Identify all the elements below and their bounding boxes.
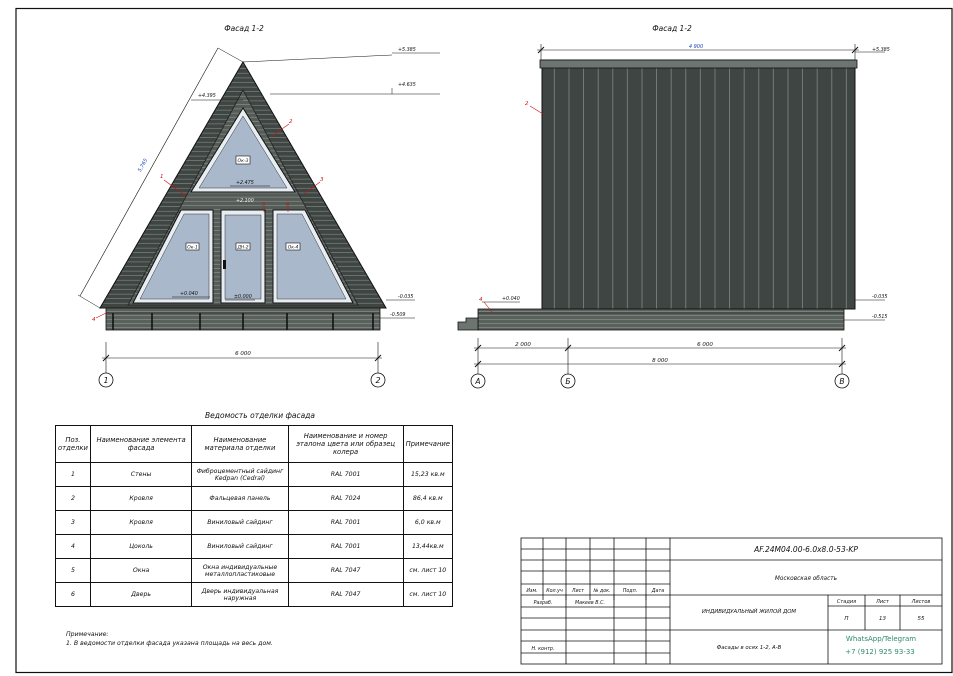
contact-line-2: +7 (912) 925 93-33 <box>845 648 915 656</box>
role-control: Н. контр. <box>531 647 555 652</box>
axis-v: В <box>839 377 845 386</box>
table-cell: см. лист 10 <box>403 583 452 607</box>
callout-6: 6 <box>286 202 290 208</box>
window-ok-1-tag: Ок-1 <box>187 245 198 251</box>
col-sign: Подп. <box>622 589 638 594</box>
table-cell: Кровля <box>90 511 191 535</box>
axis-a: А <box>475 377 481 386</box>
table-cell: 13,44кв.м <box>403 535 452 559</box>
table-cell: Фиброцементный сайдинг Kedpan (Cedral) <box>192 463 288 487</box>
table-cell: Кровля <box>90 487 191 511</box>
table-cell: см. лист 10 <box>403 559 452 583</box>
table-cell: RAL 7047 <box>288 559 403 583</box>
table-row <box>56 535 453 559</box>
plinth-right <box>478 309 844 330</box>
col-date: Дата <box>651 589 665 594</box>
col-list: Лист <box>571 589 585 594</box>
elev-base-right: -0.515 <box>872 315 888 320</box>
table-row <box>56 583 453 607</box>
callout-right-4: 4 <box>479 297 483 303</box>
note-label: Примечание: <box>66 631 109 638</box>
table-cell: 5 <box>56 559 91 583</box>
table-cell: Окна индивидуальные металлопластиковые <box>192 559 288 583</box>
finish-table <box>55 425 453 607</box>
width-dimension: 6 000 <box>235 351 251 357</box>
facade-left <box>78 24 440 387</box>
callout-right-2: 2 <box>525 101 529 107</box>
title-block <box>521 538 942 664</box>
slope-dimension: 5,765 <box>137 157 150 174</box>
elev-ridge-in: +4.395 <box>198 94 216 99</box>
elev-floor-win: +0.040 <box>180 292 198 297</box>
stage-value: П <box>844 616 849 622</box>
table-cell: 86,4 кв.м <box>403 487 452 511</box>
region: Московская область <box>774 576 838 582</box>
table-cell: Окна <box>90 559 191 583</box>
elev-tri-sill: +2.475 <box>236 181 254 186</box>
project-code: AF.24M04.00-6.0x8.0-53-KP <box>754 545 858 554</box>
dev-name: Макеев В.С. <box>575 601 605 606</box>
role-dev: Разраб. <box>533 601 553 606</box>
table-cell: RAL 7001 <box>288 535 403 559</box>
dim-b: 6 000 <box>697 342 713 348</box>
table-row <box>56 511 453 535</box>
table-cell: Виниловый сайдинг <box>192 511 288 535</box>
table-cell: 3 <box>56 511 91 535</box>
callout-3: 3 <box>320 177 324 183</box>
window-ok-3-tag: Ок-3 <box>237 159 249 164</box>
elev-top-right: +5.385 <box>872 48 890 53</box>
col-koluch: Кол.уч <box>546 589 563 594</box>
dimension-left <box>102 342 382 374</box>
callout-1: 1 <box>160 174 164 180</box>
elev-door-head: +2.100 <box>236 199 254 204</box>
table-cell: RAL 7001 <box>288 511 403 535</box>
dim-a: 2 000 <box>515 342 531 348</box>
col-pos: Поз. отделки <box>56 426 91 463</box>
stage-label: Стадия <box>836 599 857 605</box>
table-cell: RAL 7024 <box>288 487 403 511</box>
door-dn-2-tag: ДН-2 <box>237 245 249 251</box>
door-handle <box>223 260 226 269</box>
axis-2: 2 <box>375 376 381 385</box>
sheets-value: 55 <box>917 616 925 622</box>
ridge-cap <box>540 60 857 68</box>
door-dn-2-glass <box>225 215 261 299</box>
elev-ground-right: -0.035 <box>872 295 888 300</box>
roof-side <box>542 60 855 309</box>
col-izm: Изм. <box>526 589 538 594</box>
table-cell: RAL 7001 <box>288 463 403 487</box>
top-dimension: 4 900 <box>688 44 704 50</box>
table-cell: Виниловый сайдинг <box>192 535 288 559</box>
table-cell: Дверь индивидуальная наружная <box>192 583 288 607</box>
elev-step: +0.040 <box>502 297 520 302</box>
sheet-name: Фасады в осях 1-2, А-В <box>716 645 782 651</box>
elev-top: +5.385 <box>398 48 416 53</box>
entry-step <box>458 318 478 330</box>
table-cell: 1 <box>56 463 91 487</box>
table-row <box>56 487 453 511</box>
col-material: Наименование материала отделки <box>192 426 288 463</box>
table-cell: 6,0 кв.м <box>403 511 452 535</box>
note-line-1: 1. В ведомости отделки фасада указана площадь на весь дом. <box>66 640 273 647</box>
col-element: Наименование элемента фасада <box>90 426 191 463</box>
sheet-label: Лист <box>876 599 889 605</box>
table-cell: 15,23 кв.м <box>403 463 452 487</box>
elev-floor: ±0.000 <box>234 295 252 300</box>
callout-4: 4 <box>92 317 96 323</box>
table-cell: Цоколь <box>90 535 191 559</box>
table-cell: 4 <box>56 535 91 559</box>
facade-left-title: Фасад 1-2 <box>224 24 264 33</box>
callout-5: 5 <box>262 202 266 208</box>
table-cell: RAL 7047 <box>288 583 403 607</box>
table-row <box>56 463 453 487</box>
finish-table-title: Ведомость отделки фасада <box>205 411 315 420</box>
dim-total: 8 000 <box>652 358 668 364</box>
col-color: Наименование и номер эталона цвета или образец колера <box>288 426 403 463</box>
col-doc: № док. <box>593 589 611 594</box>
table-cell: Дверь <box>90 583 191 607</box>
table-cell: 6 <box>56 583 91 607</box>
sheets-label: Листов <box>911 599 931 605</box>
facade-right <box>458 24 890 388</box>
sheet-value: 13 <box>879 616 886 622</box>
table-cell: Стены <box>90 463 191 487</box>
contact-line-1: WhatsApp/Telegram <box>845 635 917 643</box>
elev-ground: -0.035 <box>398 295 414 300</box>
callout-2: 2 <box>289 119 293 125</box>
table-cell: 2 <box>56 487 91 511</box>
elev-base: -0.509 <box>390 313 406 318</box>
finish-table-body <box>56 463 453 607</box>
project-name: ИНДИВИДУАЛЬНЫЙ ЖИЛОЙ ДОМ <box>701 609 797 615</box>
elev-upper: +4.635 <box>398 83 416 88</box>
axis-b: Б <box>565 377 571 386</box>
table-cell: Фальцевая панель <box>192 487 288 511</box>
window-ok-4-tag: Ок-4 <box>287 245 299 251</box>
table-row <box>56 559 453 583</box>
axis-1: 1 <box>103 376 109 385</box>
facade-right-title: Фасад 1-2 <box>652 24 692 33</box>
col-note: Примечание <box>403 426 452 463</box>
